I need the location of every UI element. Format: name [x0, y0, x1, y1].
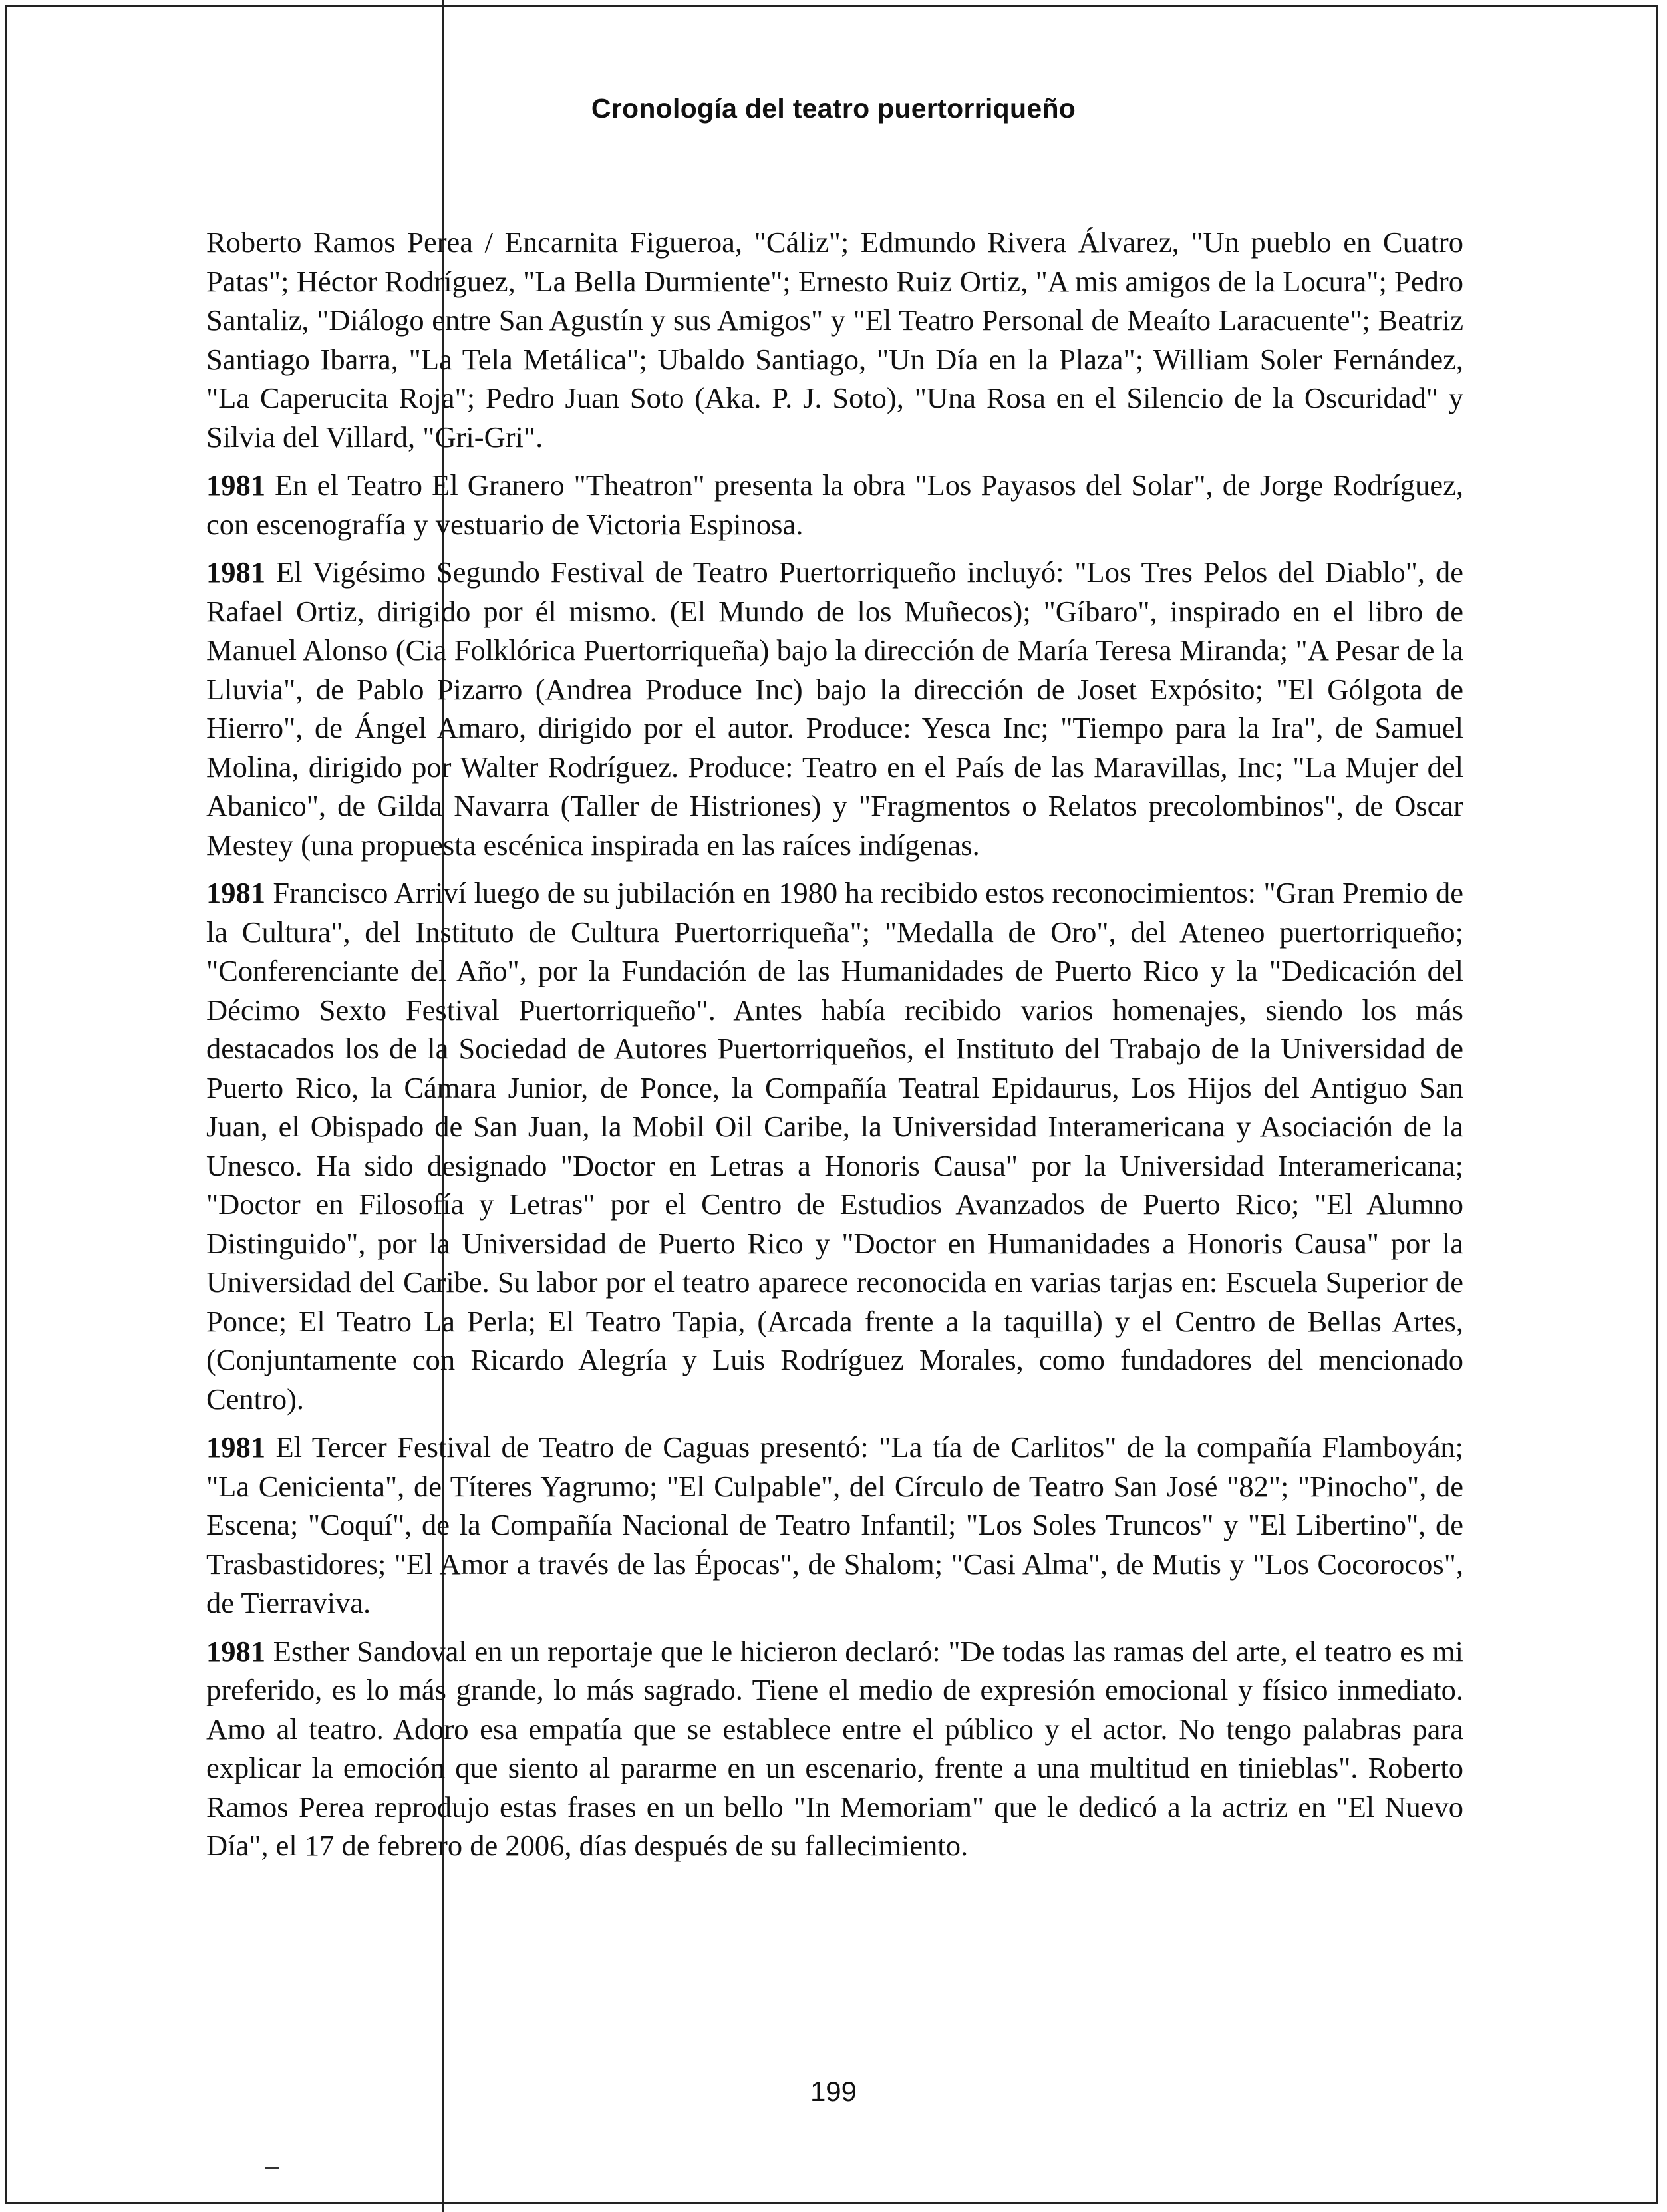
paragraph-text: Francisco Arriví luego de su jubilación en 1980 ha recibido estos reconocimientos: "Gran Premio de la Cultura", del Instituto de Cultura Puertorriqueña"; "Medalla de Oro", del Ateneo puertorriqueño; "Conferenciante del Año", por la Fundación de las Humanidades de Puerto Rico y la "Dedicación del Décimo Sexto Festival Puertorriqueño". Antes había recibido varios homenajes, siendo los más destacados los de la Sociedad de Autores Puertorriqueños, el Instituto del Trabajo de la Universidad de Puerto Rico, la Cámara Junior, de Ponce, la Compañía Teatral Epidaurus, Los Hijos del Antiguo San Juan, el Obispado de San Juan, la Mobil Oil Caribe, la Universidad Interamericana y Asociación de la Unesco. Ha sido designado "Doctor en Letras a Honoris Causa" por la Universidad Interamericana; "Doctor en Filosofía y Letras" por el Centro de Estudios Avanzados de Puerto Rico; "El Alumno Distinguido", por la Universidad de Puerto Rico y "Doctor en Humanidades a Honoris Causa" por la Universidad del Caribe. Su labor por el teatro aparece reconocida en varias tarjas en: Escuela Superior de Ponce; El Teatro La Perla; El Teatro Tapia, (Arcada frente a la taquilla) y el Centro de Bellas Artes, (Conjuntamente con Ricardo Alegría y Luis Rodríguez Morales, como fundadores del mencionado Centro).	[206, 876, 1463, 1416]
paragraph-text: El Vigésimo Segundo Festival de Teatro Puertorriqueño incluyó: "Los Tres Pelos del Diablo", de Rafael Ortiz, dirigido por él mismo. (El Mundo de los Muñecos); "Gíbaro", inspirado en el libro de Manuel Alonso (Cia Folklórica Puertorriqueña) bajo la dirección de María Teresa Miranda; "A Pesar de la Lluvia", de Pablo Pizarro (Andrea Produce Inc) bajo la dirección de Joset Expósito; "El Gólgota de Hierro", de Ángel Amaro, dirigido por el autor. Produce: Yesca Inc; "Tiempo para la Ira", de Samuel Molina, dirigido por Walter Rodríguez. Produce: Teatro en el País de las Maravillas, Inc; "La Mujer del Abanico", de Gilda Navarra (Taller de Histriones) y "Fragmentos o Relatos precolombinos", de Oscar Mestey (una propuesta escénica inspirada en las raíces indígenas.	[206, 555, 1463, 862]
paragraph	[206, 1428, 1463, 1623]
paragraph-text: El Tercer Festival de Teatro de Caguas presentó: "La tía de Carlitos" de la compañía Flamboyán; "La Cenicienta", de Títeres Yagrumo; "El Culpable", del Círculo de Teatro San José "82"; "Pinocho", de Escena; "Coquí", de la Compañía Nacional de Teatro Infantil; "Los Soles Truncos" y "El Libertino", de Trasbastidores; "El Amor a través de las Épocas", de Shalom; "Casi Alma", de Mutis y "Los Cocorocos", de Tierraviva.	[206, 1430, 1463, 1619]
paragraph-text: En el Teatro El Granero "Theatron" presenta la obra "Los Payasos del Solar", de Jorge Rodríguez, con escenografía y vestuario de Victoria Espinosa.	[206, 468, 1463, 541]
paragraph-text: Esther Sandoval en un reportaje que le hicieron declaró: "De todas las ramas del arte, el teatro es mi preferido, es lo más grande, lo más sagrado. Tiene el medio de expresión emocional y físico inmediato. Amo al teatro. Adoro esa empatía que se establece entre el público y el actor. No tengo palabras para explicar la emoción que siento al pararme en un escenario, frente a una multitud en tinieblas". Roberto Ramos Perea reprodujo estas frases en un bello "In Memoriam" que le dedicó a la actriz en "El Nuevo Día", el 17 de febrero de 2006, días después de su fallecimiento.	[206, 1634, 1463, 1862]
paragraph	[206, 553, 1463, 864]
paragraph	[206, 1632, 1463, 1865]
year-label: 1981	[206, 876, 265, 909]
paragraph-text: Roberto Ramos Perea / Encarnita Figueroa, "Cáliz"; Edmundo Rivera Álvarez, "Un pueblo en Cuatro Patas"; Héctor Rodríguez, "La Bella Durmiente"; Ernesto Ruiz Ortiz, "A mis amigos de la Locura"; Pedro Santaliz, "Diálogo entre San Agustín y sus Amigos" y "El Teatro Personal de Meaíto Laracuente"; Beatriz Santiago Ibarra, "La Tela Metálica"; Ubaldo Santiago, "Un Día en la Plaza"; William Soler Fernández, "La Caperucita Roja"; Pedro Juan Soto (Aka. P. J. Soto), "Una Rosa en el Silencio de la Oscuridad" y Silvia del Villard, "Gri-Gri".	[206, 226, 1463, 454]
body-text	[206, 223, 1463, 1875]
paragraph	[206, 873, 1463, 1418]
scan-mark	[265, 2167, 279, 2169]
page-number: 199	[810, 2076, 857, 2107]
running-header: Cronología del teatro puertorriqueño	[591, 93, 1076, 124]
year-label: 1981	[206, 468, 265, 502]
paragraph	[206, 466, 1463, 544]
paragraph	[206, 223, 1463, 456]
year-label: 1981	[206, 1430, 265, 1464]
year-label: 1981	[206, 1634, 265, 1668]
year-label: 1981	[206, 555, 265, 589]
